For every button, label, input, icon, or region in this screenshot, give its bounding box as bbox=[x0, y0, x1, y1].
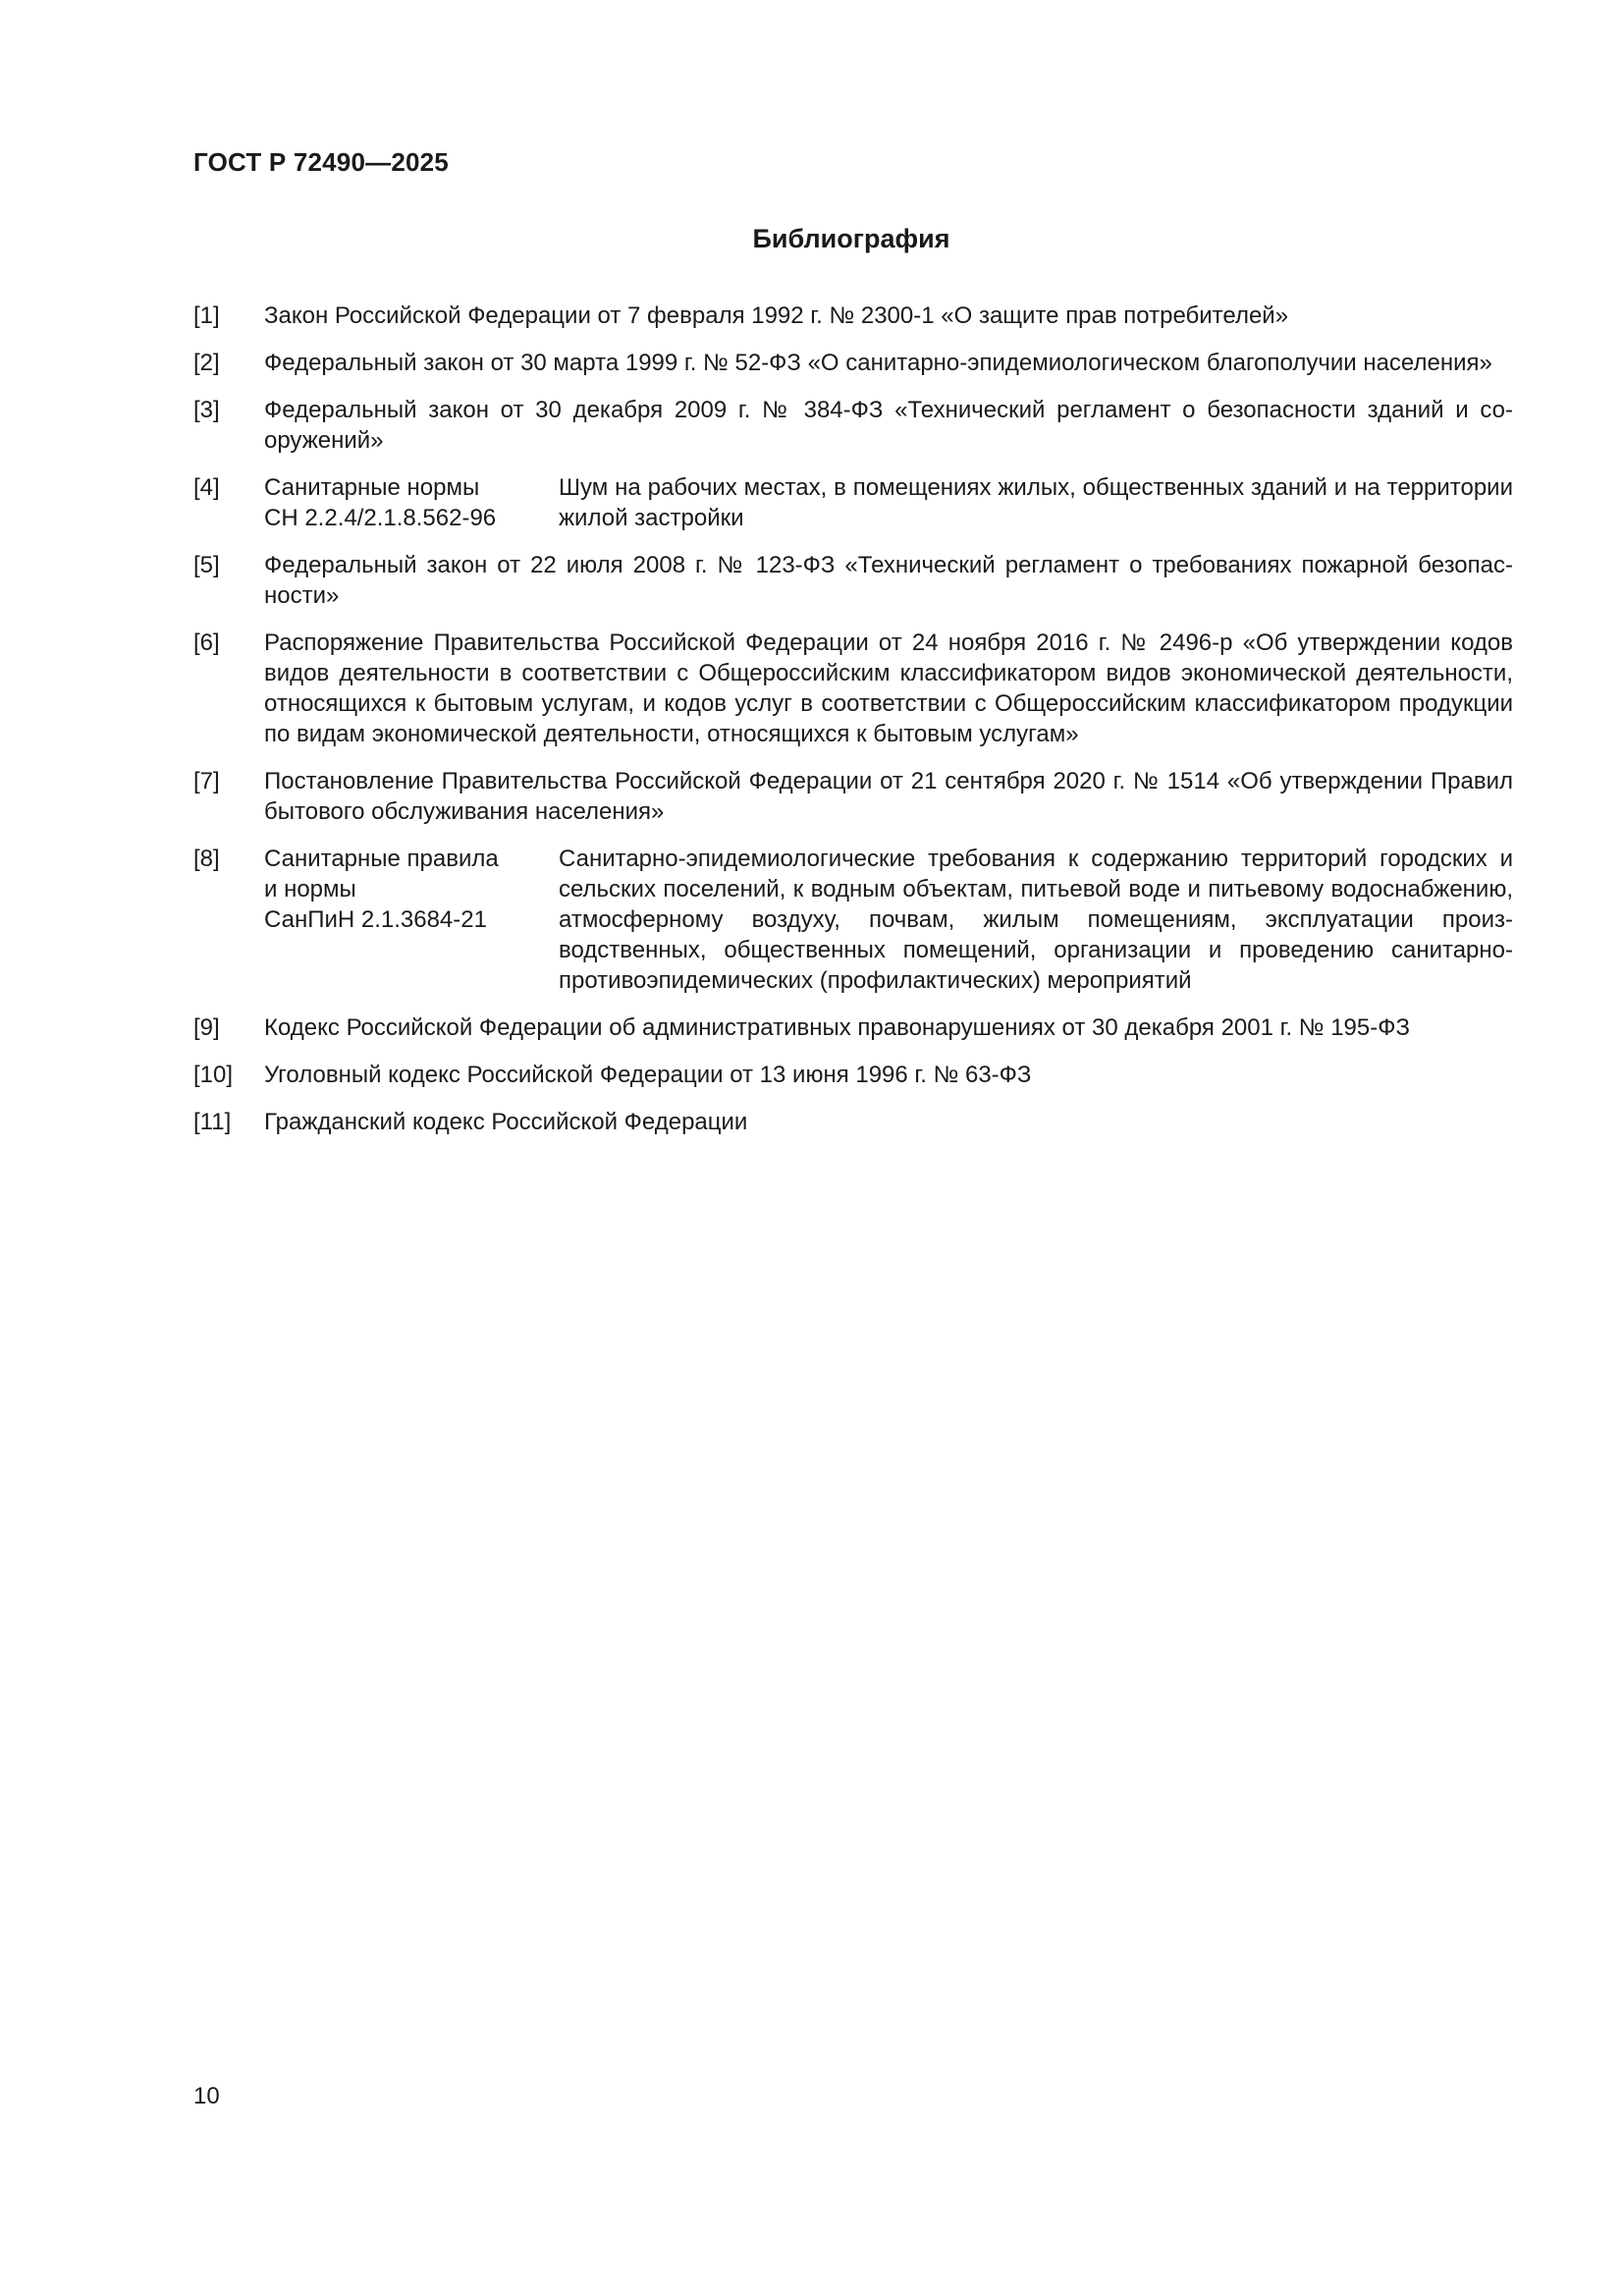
bibliography-number: [3] bbox=[193, 397, 220, 423]
bibliography-item-6 bbox=[193, 628, 1513, 749]
bibliography-text: Федеральный закон от 30 марта 1999 г. № 52-ФЗ «О санитарно-эпидемиологическом благополучии населения» bbox=[264, 350, 1492, 376]
page-number: 10 bbox=[193, 2083, 220, 2109]
normative-document-designation bbox=[264, 472, 559, 533]
bibliography-item-9 bbox=[193, 1012, 1513, 1043]
designation-line: Санитарные нормы bbox=[264, 474, 480, 501]
designation-line: СанПиН 2.1.3684-21 bbox=[264, 906, 487, 933]
bibliography-item-3 bbox=[193, 395, 1513, 456]
bibliography-number: [9] bbox=[193, 1014, 220, 1041]
bibliography-item-5 bbox=[193, 550, 1513, 611]
normative-document-designation bbox=[264, 844, 559, 996]
designation-line: и нормы bbox=[264, 876, 356, 902]
bibliography-text: Кодекс Российской Федерации об административных правонарушениях от 30 декабря 2001 г. № 195-ФЗ bbox=[264, 1014, 1410, 1041]
bibliography-item-11 bbox=[193, 1107, 1513, 1137]
bibliography-item-10 bbox=[193, 1060, 1513, 1090]
normative-document-title: Шум на рабочих местах, в помещениях жилых, общественных зданий и на территории жилой застройки bbox=[559, 474, 1513, 531]
bibliography-text: Гражданский кодекс Российской Федерации bbox=[264, 1109, 748, 1135]
bibliography-item-8 bbox=[193, 844, 1513, 996]
bibliography-number: [1] bbox=[193, 302, 220, 329]
bibliography-entry bbox=[264, 472, 1513, 533]
designation-line: СН 2.2.4/2.1.8.562-96 bbox=[264, 505, 497, 531]
bibliography-item-4 bbox=[193, 472, 1513, 533]
normative-document-title: Санитарно-эпидемиологические требования к содержанию территорий городских и сельских поселений, к водным объектам, питьевой воде и питьевому водоснабжению, атмосферному воздуху, почвам, жилым помещениям, эксплуатации производственных, общественных помещений, организации и проведению санитарно-противоэпидемических (профилактических) мероприятий bbox=[559, 846, 1513, 994]
bibliography-text: Федеральный закон от 30 декабря 2009 г. № 384-ФЗ «Технический регламент о безопасности зданий и сооружений» bbox=[264, 397, 1513, 454]
bibliography-item-1 bbox=[193, 301, 1513, 331]
bibliography-text: Уголовный кодекс Российской Федерации от 13 июня 1996 г. № 63-ФЗ bbox=[264, 1062, 1032, 1088]
section-title: Библиография bbox=[752, 224, 950, 253]
bibliography-number: [8] bbox=[193, 846, 220, 872]
bibliography-number: [7] bbox=[193, 768, 220, 794]
bibliography-number: [4] bbox=[193, 474, 220, 501]
bibliography-entry bbox=[264, 844, 1513, 996]
bibliography-text: Распоряжение Правительства Российской Федерации от 24 ноября 2016 г. № 2496-р «Об утверждении кодов видов деятельности в соответствии с Общероссийским классификатором видов экономической деятельности, относящихся к бытовым услугам, и кодов услуг в соответствии с Общероссийским классификатором продукции по видам экономической деятельности, относящихся к бытовым услугам» bbox=[264, 629, 1513, 747]
bibliography-item-2 bbox=[193, 348, 1513, 378]
bibliography-number: [11] bbox=[193, 1109, 232, 1135]
bibliography-list bbox=[193, 301, 1513, 1154]
bibliography-number: [10] bbox=[193, 1062, 234, 1088]
designation-line: Санитарные правила bbox=[264, 846, 499, 872]
bibliography-item-7 bbox=[193, 766, 1513, 827]
bibliography-text: Постановление Правительства Российской Федерации от 21 сентября 2020 г. № 1514 «Об утверждении Правил бытового обслуживания населения» bbox=[264, 768, 1513, 825]
bibliography-text: Закон Российской Федерации от 7 февраля 1992 г. № 2300-1 «О защите прав потребителей» bbox=[264, 302, 1289, 329]
document-code-header: ГОСТ Р 72490—2025 bbox=[193, 147, 449, 177]
bibliography-text: Федеральный закон от 22 июля 2008 г. № 123-ФЗ «Технический регламент о требованиях пожарной безопасности» bbox=[264, 552, 1513, 609]
bibliography-number: [2] bbox=[193, 350, 220, 376]
bibliography-number: [6] bbox=[193, 629, 220, 656]
bibliography-number: [5] bbox=[193, 552, 220, 578]
